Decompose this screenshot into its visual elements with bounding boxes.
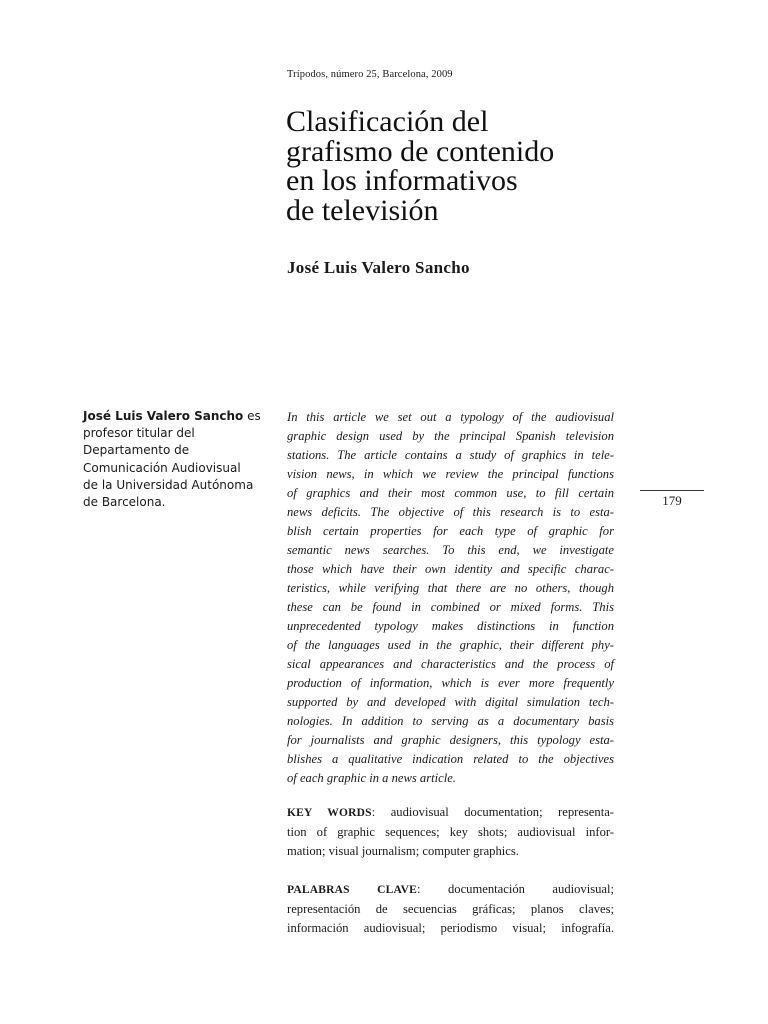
keywords-line	[287, 880, 614, 900]
title-line: en los informativos	[286, 164, 518, 197]
article-title	[286, 107, 706, 225]
page-number: 179	[662, 493, 682, 508]
bio-line: Comunicación Audiovisual	[83, 460, 241, 475]
keywords-spanish	[287, 880, 614, 938]
abstract-line: those which have their own identity and specific charac-	[287, 562, 614, 576]
abstract-line: supported by and developed with digital simulation tech-	[287, 695, 614, 709]
keywords-line: información audiovisual; periodismo visual; infografía.	[287, 921, 614, 935]
bio-line-rest: es	[243, 409, 261, 423]
keywords-label: KEY WORDS	[287, 807, 372, 819]
keywords-line: representación de secuencias gráficas; planos claves;	[287, 902, 614, 916]
title-line: Clasificación del	[286, 105, 489, 138]
abstract-line: teristics, while verifying that there are no others, though	[287, 581, 614, 595]
abstract-line: these can be found in combined or mixed forms. This	[287, 600, 614, 614]
abstract-line: news deficits. The objective of this research is to esta-	[287, 505, 614, 519]
abstract-line: of each graphic in a news article.	[287, 771, 456, 785]
abstract-line: for journalists and graphic designers, this typology esta-	[287, 733, 614, 747]
title-line: de televisión	[286, 193, 439, 227]
keywords-line: mation; visual journalism; computer graphics.	[287, 844, 519, 858]
abstract-line: production of information, which is ever more frequently	[287, 676, 614, 690]
abstract-line: of graphics and their most common use, to fill certain	[287, 486, 614, 500]
bio-line: profesor titular del	[83, 426, 195, 441]
abstract-line: nologies. In addition to serving as a documentary basis	[287, 714, 614, 728]
page-number-rule	[640, 490, 704, 491]
keywords-line-rest: : audiovisual documentation; representa-	[371, 805, 614, 819]
abstract-line: vision news, in which we review the principal functions	[287, 467, 614, 481]
keywords-line	[287, 803, 614, 823]
bio-line	[83, 408, 273, 425]
abstract-line: stations. The article contains a study of graphics in tele-	[287, 448, 614, 462]
abstract-line: semantic news searches. To this end, we investigate	[287, 543, 614, 557]
abstract-line: of the languages used in the graphic, their different phy-	[287, 638, 614, 652]
keywords-label: PALABRAS CLAVE	[287, 884, 417, 896]
keywords-line: tion of graphic sequences; key shots; audiovisual infor-	[287, 825, 614, 839]
running-head: Trípodos, número 25, Barcelona, 2009	[287, 69, 453, 80]
bio-author-name: José Luis Valero Sancho	[83, 409, 244, 423]
author-name: José Luis Valero Sancho	[287, 258, 470, 277]
abstract	[287, 408, 614, 788]
bio-line: de Barcelona.	[83, 495, 166, 510]
keywords-line-rest: : documentación audiovisual;	[416, 882, 614, 896]
abstract-line: sical appearances and characteristics and the process of	[287, 657, 614, 671]
abstract-line: unprecedented typology makes distinctions in function	[287, 619, 614, 633]
bio-line: Departamento de	[83, 443, 190, 458]
title-line: grafismo de contenido	[286, 134, 555, 168]
bio-line: de la Universidad Autónoma	[83, 477, 254, 492]
abstract-line: In this article we set out a typology of the audiovisual	[287, 410, 614, 424]
abstract-line: blish certain properties for each type of graphic for	[287, 524, 614, 538]
abstract-line: blishes a qualitative indication related to the objectives	[287, 752, 614, 766]
abstract-line: graphic design used by the principal Spanish television	[287, 429, 614, 443]
keywords-english	[287, 803, 614, 861]
author-bio	[83, 408, 273, 511]
